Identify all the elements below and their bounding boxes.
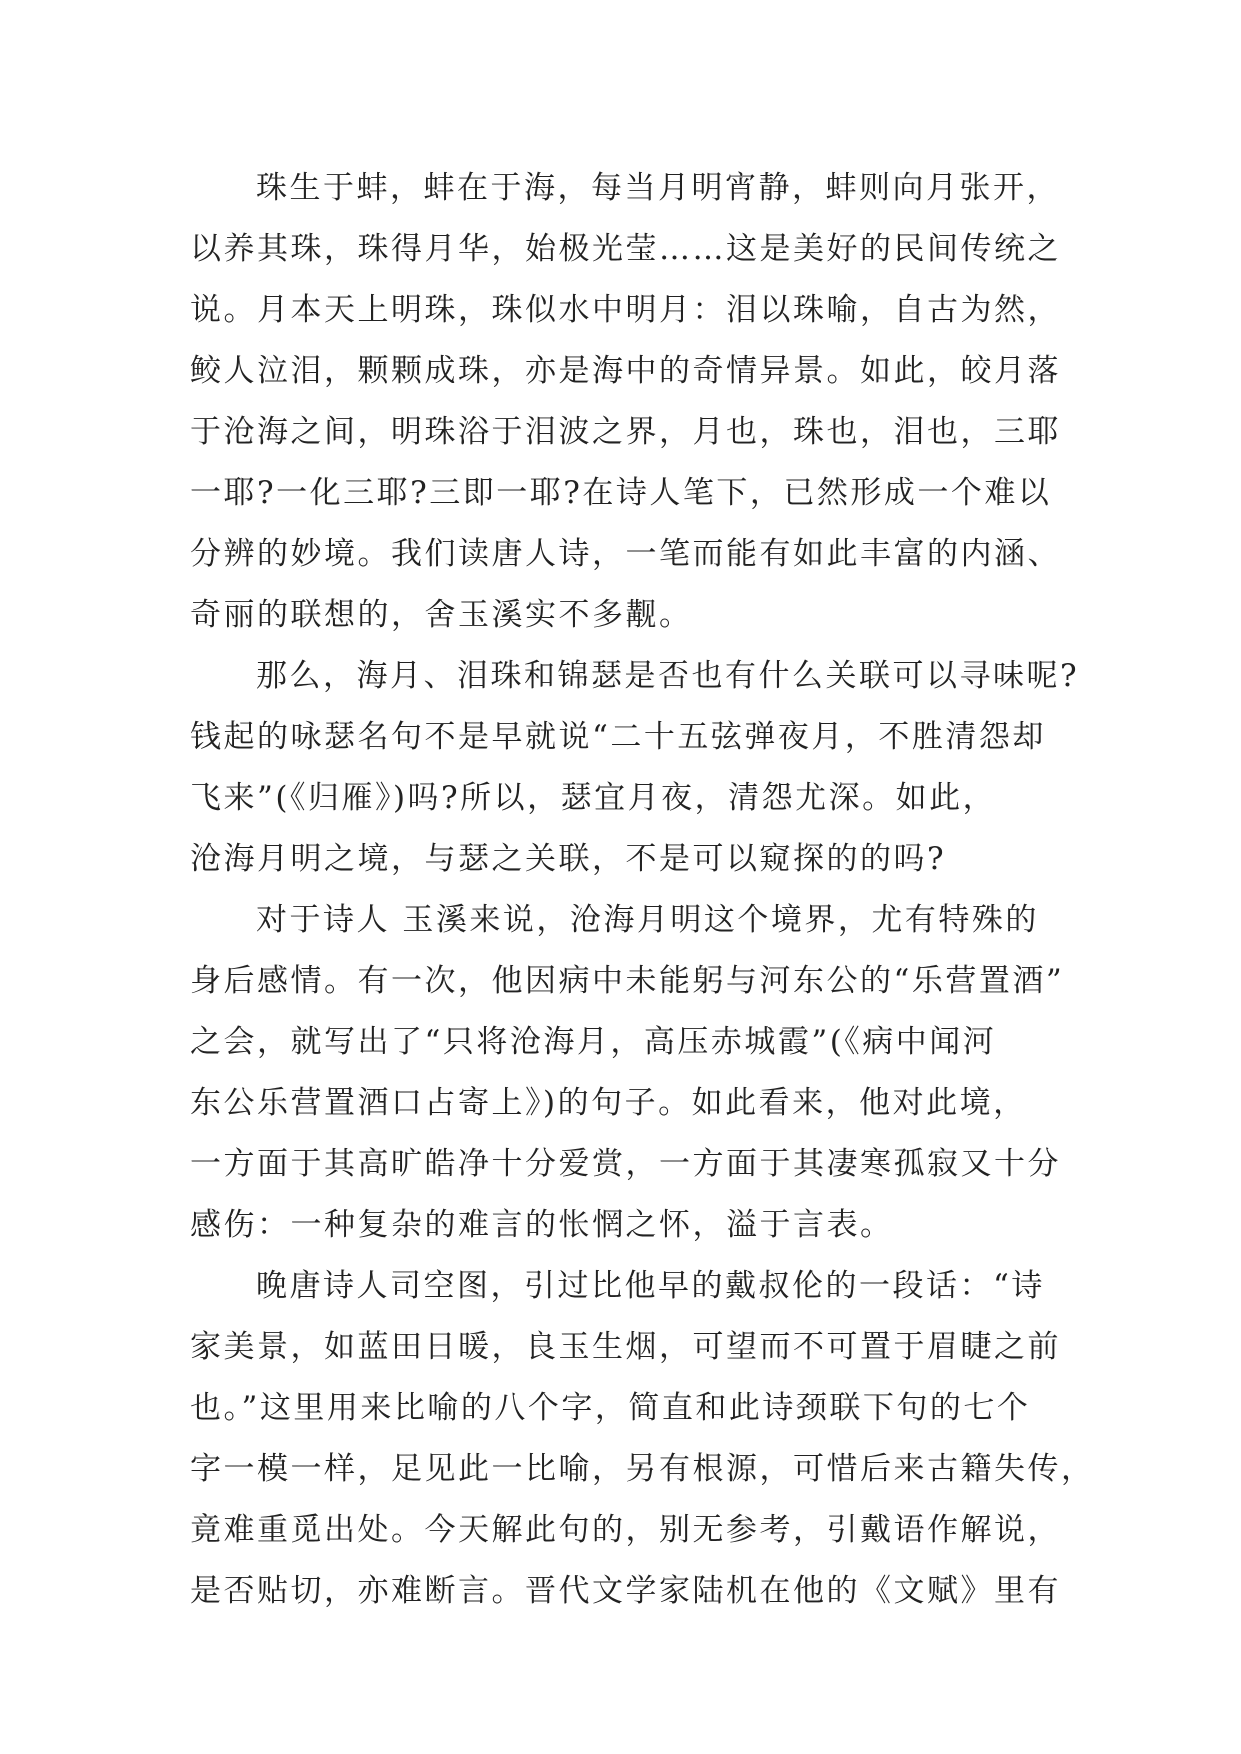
text-line: 珠生于蚌，蚌在于海，每当月明宵静，蚌则向月张开， [256,170,1060,206]
text-line: 之会，就写出了“只将沧海月，高压赤城霞”(《病中闻河 [190,1024,997,1060]
text-line: 以养其珠，珠得月华，始极光莹……这是美好的民间传统之 [190,231,1061,267]
text-line: 那么，海月、泪珠和锦瑟是否也有什么关联可以寻味呢? [256,658,1080,694]
text-line: 是否贴切，亦难断言。晋代文学家陆机在他的《文赋》里有 [190,1573,1061,1609]
text-line: 也。”这里用来比喻的八个字，简直和此诗颈联下句的七个 [190,1390,1031,1426]
text-line: 感伤：一种复杂的难言的怅惘之怀，溢于言表。 [190,1207,894,1243]
text-line: 字一模一样，足见此一比喻，另有根源，可惜后来古籍失传， [190,1451,1095,1487]
text-line: 钱起的咏瑟名句不是早就说“二十五弦弹夜月，不胜清怨却 [190,719,1046,755]
text-line: 身后感情。有一次，他因病中未能躬与河东公的“乐营置酒” [190,963,1065,999]
text-line: 飞来”(《归雁》)吗?所以，瑟宜月夜，清怨尤深。如此， [190,780,997,816]
text-line: 沧海月明之境，与瑟之关联，不是可以窥探的的吗? [190,841,947,877]
paragraph-2 [190,646,1080,890]
text-line: 一耶?一化三耶?三即一耶?在诗人笔下，已然形成一个难以 [190,475,1052,511]
text-line: 晚唐诗人司空图，引过比他早的戴叔伦的一段话：“诗 [256,1268,1045,1304]
text-line: 分辨的妙境。我们读唐人诗，一笔而能有如此丰富的内涵、 [190,536,1061,572]
text-line: 于沧海之间，明珠浴于泪波之界，月也，珠也，泪也，三耶 [190,414,1061,450]
text-line: 说。月本天上明珠，珠似水中明月：泪以珠喻，自古为然， [190,292,1061,328]
text-line: 东公乐营置酒口占寄上》)的句子。如此看来，他对此境， [190,1085,1027,1121]
text-line: 一方面于其高旷皓净十分爱赏，一方面于其凄寒孤寂又十分 [190,1146,1061,1182]
text-line: 对于诗人 玉溪来说，沧海月明这个境界，尤有特殊的 [256,902,1039,938]
text-line: 家美景，如蓝田日暖，良玉生烟，可望而不可置于眉睫之前 [190,1329,1061,1365]
paragraph-3 [190,890,1070,1256]
article-body [190,158,1095,1622]
text-line: 竟难重觅出处。今天解此句的，别无参考，引戴语作解说， [190,1512,1061,1548]
text-line: 鲛人泣泪，颗颗成珠，亦是海中的奇情异景。如此，皎月落 [190,353,1061,389]
paragraph-1 [190,158,1070,646]
paragraph-4 [190,1256,1095,1622]
text-line: 奇丽的联想的，舍玉溪实不多觏。 [190,597,693,633]
